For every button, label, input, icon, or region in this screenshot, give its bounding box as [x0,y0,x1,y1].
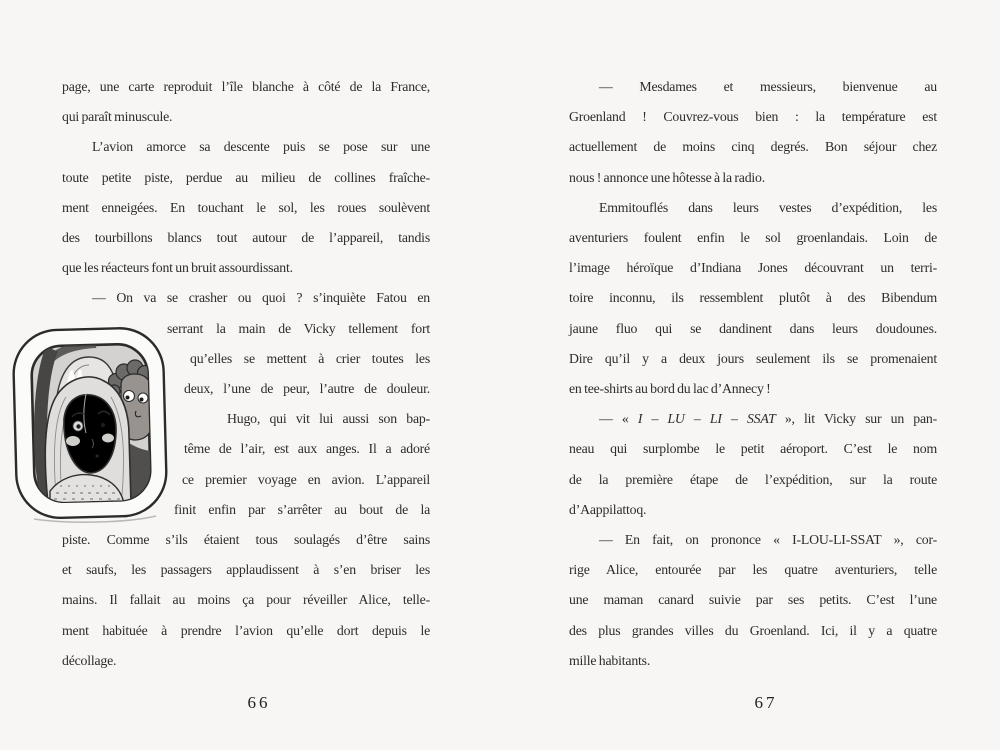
pupil [140,398,144,402]
text-line: en tee-shirts au bord du lac d’Annecy ! [569,381,771,397]
text-line: neau qui surplombe le petit aéroport. C’est le nom [569,441,937,457]
curly-child-eye-left [124,391,135,402]
text-line: qui paraît minuscule. [62,109,173,125]
text-line: tême de l’air, est aux anges. Il a adoré [184,441,430,457]
text-line: ment enneigées. En touchant le sol, les roues soulèvent [62,199,430,215]
text-line: toute petite piste, perdue au milieu de collines fraîche- [62,169,430,185]
text-line: page, une carte reproduit l’île blanche à côté de la France, [62,79,430,94]
text-line: finit enfin par s’arrêter au bout de la [174,501,430,517]
text-line: L’avion amorce sa descente puis se pose sur une [92,139,430,155]
text-line: ce premier voyage en avion. L’appareil [182,471,430,487]
girl-blush-left [66,436,80,446]
text-line: Emmitouflés dans leurs vestes d’expédition, les [599,199,937,215]
text-line: Groenland ! Couvrez-vous bien : la température est [569,109,937,125]
text-line: aventuriers foulent enfin le sol groenlandais. Loin de [569,230,937,246]
pupil [126,396,130,400]
text-segment: — « [599,411,638,427]
text-line: que les réacteurs font un bruit assourdissant. [62,260,293,276]
text-line: jaune fluo qui se dandinent dans leurs doudounes. [569,320,937,336]
text-line: actuellement de moins cinq degrés. Bon séjour chez [569,139,937,155]
page-number-left: 66 [247,693,271,712]
text-line: ment habituée à prendre l’avion qu’elle dort depuis le [62,622,430,638]
text-line: Hugo, qui vit lui aussi son bap- [227,411,430,427]
text-line: mille habitants. [569,652,651,668]
text-line: toire inconnu, ils ressemblent plutôt à des Bibendum [569,290,937,306]
text-line: piste. Comme s’ils étaient tous soulagés d’être sains [62,532,430,548]
page-67-text [569,72,937,676]
girl-blush-right [102,434,114,443]
text-line: et saufs, les passagers applaudissent à s’en briser les [62,562,430,578]
text-line: serrant la main de Vicky tellement fort [167,320,430,336]
text-line: rige Alice, entourée par les quatre aventuriers, telle [569,562,937,578]
text-line: — Mesdames et messieurs, bienvenue au [599,79,937,94]
text-line: — En fait, on prononce « I-LOU-LI-SSAT », cor- [599,532,937,548]
girl-eye-left [76,424,80,428]
text-line: l’image héroïque d’Indiana Jones découvrant un terri- [569,260,937,276]
text-line: une maman canard suivie par ses petits. C’est l’une [569,592,937,608]
girl-mouth [96,455,99,458]
text-segment: », lit Vicky sur un pan- [775,411,937,427]
text-line: de la première étape de l’expédition, sur la route [569,471,937,487]
text-line: des plus grandes villes du Groenland. Ici, il y a quatre [569,622,937,638]
text-line: — On va se crasher ou quoi ? s’inquiète Fatou en [92,290,430,306]
page-number-right: 67 [754,693,778,712]
italic-text-segment: I – LU – LI – SSAT [637,411,776,427]
text-line: mains. Il fallait au moins ça pour réveiller Alice, telle- [62,592,430,608]
airplane-window-illustration [12,323,174,525]
text-line: d’Aappilattoq. [569,501,647,517]
curly-child-eye-right [138,393,148,403]
girl-eye-right [101,423,105,427]
text-line: nous ! annonce une hôtesse à la radio. [569,169,765,185]
airplane-window-drawing [12,323,174,525]
text-line: Dire qu’il y a deux jours seulement ils se promenaient [569,350,937,366]
text-line [569,404,937,434]
text-line: deux, l’une de peur, l’autre de douleur. [184,381,430,397]
text-line: des tourbillons blancs tout autour de l’appareil, tandis [62,230,430,246]
text-line: qu’elles se mettent à crier toutes les [190,350,430,366]
text-line: décollage. [62,652,117,668]
girl-long-hair [45,377,131,503]
